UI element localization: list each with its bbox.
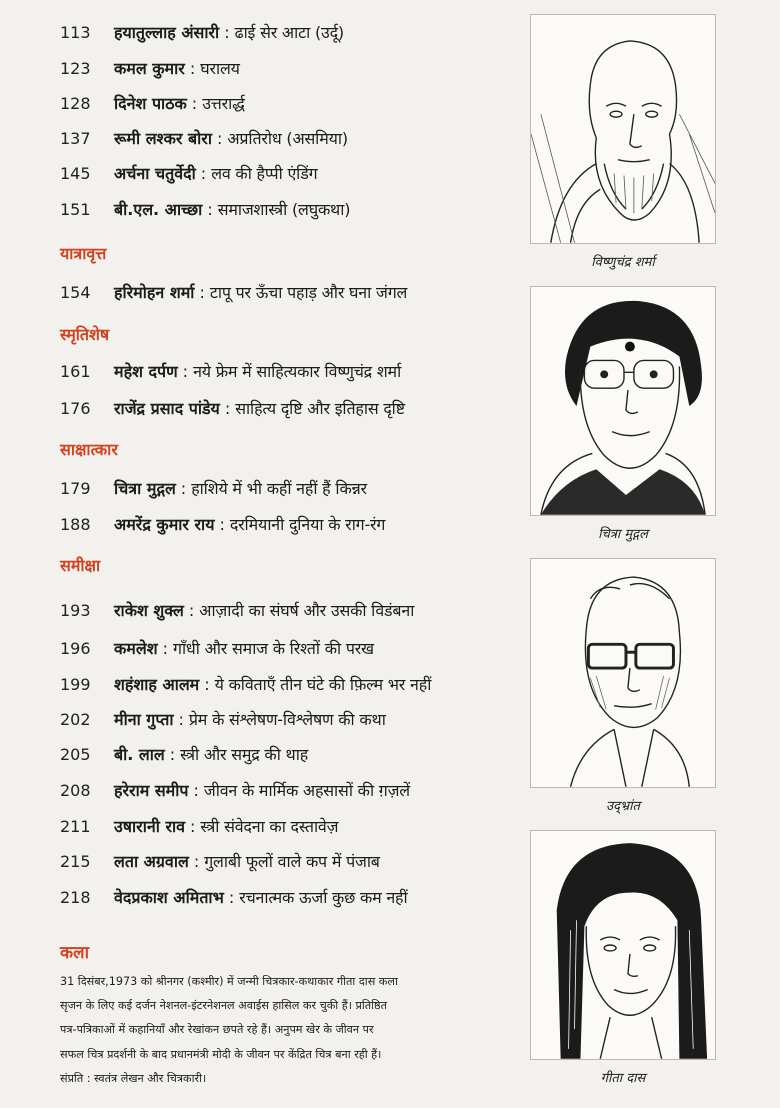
- section-heading-yatra: यात्रावृत्त: [60, 244, 107, 263]
- work-title: ढाई सेर आटा (उर्दू): [234, 23, 344, 42]
- separator: :: [189, 58, 196, 78]
- toc-entry[interactable]: [60, 668, 431, 700]
- page-number: 205: [60, 744, 91, 764]
- separator: :: [162, 638, 168, 658]
- separator: :: [200, 163, 207, 183]
- portrait-sketch-2: [530, 286, 716, 516]
- toc-entry[interactable]: [60, 122, 348, 154]
- separator: :: [190, 816, 196, 836]
- separator: :: [182, 361, 189, 381]
- toc-entry[interactable]: [60, 52, 240, 84]
- separator: :: [224, 22, 230, 42]
- toc-entry[interactable]: [60, 810, 338, 842]
- page-number: 199: [60, 674, 91, 694]
- author-name: राकेश शुक्ल: [114, 601, 184, 620]
- page-number: 208: [60, 780, 91, 800]
- author-name: बी. लाल: [114, 745, 165, 764]
- work-title: रचनात्मक ऊर्जा कुछ कम नहीं: [239, 888, 408, 907]
- toc-entry[interactable]: [60, 845, 380, 877]
- toc-entry[interactable]: [60, 355, 401, 387]
- work-title: टापू पर ऊँचा पहाड़ और घना जंगल: [209, 283, 408, 302]
- portrait-sketch-1: [530, 14, 716, 244]
- toc-entry[interactable]: [60, 87, 245, 119]
- work-title: उत्तरार्द्ध: [202, 94, 245, 113]
- portrait-illustration: [531, 287, 715, 515]
- work-title: हाशिये में भी कहीं नहीं हैं किन्नर: [191, 479, 367, 498]
- section-heading-smriti: स्मृतिशेष: [60, 325, 110, 344]
- page-number: 211: [60, 816, 91, 836]
- separator: :: [219, 514, 225, 534]
- work-title: साहित्य दृष्टि और इतिहास दृष्टि: [235, 399, 405, 418]
- toc-entry[interactable]: [60, 472, 367, 504]
- separator: :: [178, 709, 184, 729]
- work-title: जीवन के मार्मिक अहसासों की ग़ज़लें: [203, 781, 410, 800]
- page-number: 123: [60, 58, 91, 78]
- page-number: 215: [60, 851, 91, 871]
- separator: :: [199, 282, 205, 302]
- separator: :: [217, 128, 223, 148]
- page-number: 176: [60, 398, 91, 418]
- portrait-illustration: [531, 559, 715, 787]
- toc-entry[interactable]: [60, 157, 317, 189]
- page-number: 145: [60, 163, 91, 183]
- author-name: हयातुल्लाह अंसारी: [114, 23, 220, 42]
- kala-description: [60, 970, 510, 1091]
- work-title: गाँधी और समाज के रिश्तों की परख: [172, 639, 374, 658]
- work-title: आज़ादी का संघर्ष और उसकी विडंबना: [199, 601, 415, 620]
- separator: :: [207, 199, 213, 219]
- portrait-sketch-3: [530, 558, 716, 788]
- toc-entry[interactable]: [60, 508, 385, 540]
- page-number: 151: [60, 199, 91, 219]
- page-number: 193: [60, 600, 91, 620]
- toc-entry[interactable]: [60, 276, 407, 308]
- author-name: उषारानी राव: [114, 817, 186, 836]
- portrait-caption: गीता दास: [600, 1071, 646, 1086]
- author-name: राजेंद्र प्रसाद पांडेय: [114, 399, 220, 418]
- page-number: 179: [60, 478, 91, 498]
- toc-entry[interactable]: [60, 738, 308, 770]
- work-title: अप्रतिरोध (असमिया): [227, 129, 348, 148]
- author-name: हरेराम समीप: [114, 781, 189, 800]
- page-number: 196: [60, 638, 91, 658]
- page-number: 113: [60, 22, 91, 42]
- page-number: 137: [60, 128, 91, 148]
- work-title: समाजशास्त्री (लघुकथा): [217, 200, 351, 219]
- separator: :: [228, 887, 235, 907]
- work-title: घरालय: [200, 59, 240, 78]
- portrait-sketch-4: [530, 830, 716, 1060]
- author-name: चित्रा मुद्गल: [114, 479, 176, 498]
- page-number: 218: [60, 887, 91, 907]
- kala-line: पत्र-पत्रिकाओं में कहानियाँ और रेखांकन छपते रहे हैं। अनुपम खेर के जीवन पर: [60, 1023, 374, 1037]
- author-name: लता अग्रवाल: [114, 852, 189, 871]
- kala-line: सृजन के लिए कई दर्जन नेशनल-इंटरनेशनल अवाईस हासिल कर चुकी हैं। प्रतिष्ठित: [60, 999, 388, 1013]
- work-title: प्रेम के संश्लेषण-विश्लेषण की कथा: [188, 710, 386, 729]
- portrait-illustration: [531, 15, 715, 243]
- portrait-caption: विष्णुचंद्र शर्मा: [591, 255, 655, 270]
- separator: :: [169, 744, 176, 764]
- page-number: 188: [60, 514, 91, 534]
- toc-entry[interactable]: [60, 703, 386, 735]
- author-name: रूमी लश्कर बोरा: [114, 129, 212, 148]
- work-title: दरमियानी दुनिया के राग-रंग: [229, 515, 386, 534]
- kala-line: संप्रति : स्वतंत्र लेखन और चित्रकारी।: [60, 1071, 207, 1085]
- toc-entry[interactable]: [60, 881, 408, 913]
- work-title: स्त्री संवेदना का दस्तावेज़: [200, 817, 339, 836]
- author-name: कमल कुमार: [114, 59, 185, 78]
- section-heading-samiksha: समीक्षा: [60, 556, 101, 575]
- portrait-caption: चित्रा मुद्गल: [598, 527, 648, 542]
- work-title: स्त्री और समुद्र की थाह: [180, 745, 309, 764]
- page-number: 202: [60, 709, 91, 729]
- page-number: 161: [60, 361, 91, 381]
- kala-line: सफल चित्र प्रदर्शनी के बाद प्रधानमंत्री मोदी के जीवन पर केंद्रित चित्र बना रही हैं।: [60, 1047, 382, 1061]
- author-name: महेश दर्पण: [114, 362, 178, 381]
- kala-line: 31 दिसंबर,1973 को श्रीनगर (कश्मीर) में जन्मी चित्रकार-कथाकार गीता दास कला: [60, 975, 398, 988]
- author-name: अमरेंद्र कुमार राय: [114, 515, 215, 534]
- toc-entry[interactable]: [60, 193, 350, 225]
- page-number: 128: [60, 93, 91, 113]
- author-name: दिनेश पाठक: [114, 94, 187, 113]
- author-name: शहंशाह आलम: [114, 675, 200, 694]
- portrait-caption: उद्भ्रांत: [606, 799, 640, 814]
- work-title: गुलाबी फूलों वाले कप में पंजाब: [204, 852, 380, 871]
- toc-entry[interactable]: [60, 16, 344, 48]
- toc-entry[interactable]: [60, 392, 405, 424]
- section-heading-kala: कला: [60, 943, 89, 963]
- section-heading-sakshatkar: साक्षात्कार: [60, 440, 118, 459]
- separator: :: [188, 600, 195, 620]
- separator: :: [180, 478, 187, 498]
- separator: :: [193, 780, 199, 800]
- author-name: अर्चना चतुर्वेदी: [114, 164, 196, 183]
- separator: :: [193, 851, 200, 871]
- portrait-illustration: [531, 831, 715, 1059]
- author-name: बी.एल. आच्छा: [114, 200, 203, 219]
- toc-entry[interactable]: [60, 632, 374, 664]
- separator: :: [224, 398, 231, 418]
- work-title: लव की हैप्पी एंडिंग: [211, 164, 318, 183]
- author-name: हरिमोहन शर्मा: [114, 283, 195, 302]
- page-number: 154: [60, 282, 91, 302]
- toc-entry[interactable]: [60, 774, 410, 806]
- separator: :: [204, 674, 210, 694]
- author-name: वेदप्रकाश अमिताभ: [114, 888, 224, 907]
- work-title: ये कविताएँ तीन घंटे की फ़िल्म भर नहीं: [214, 675, 432, 694]
- work-title: नये फ्रेम में साहित्यकार विष्णुचंद्र शर्मा: [193, 362, 402, 381]
- author-name: कमलेश: [114, 639, 158, 658]
- separator: :: [191, 93, 198, 113]
- author-name: मीना गुप्ता: [114, 710, 174, 729]
- toc-entry[interactable]: [60, 594, 414, 626]
